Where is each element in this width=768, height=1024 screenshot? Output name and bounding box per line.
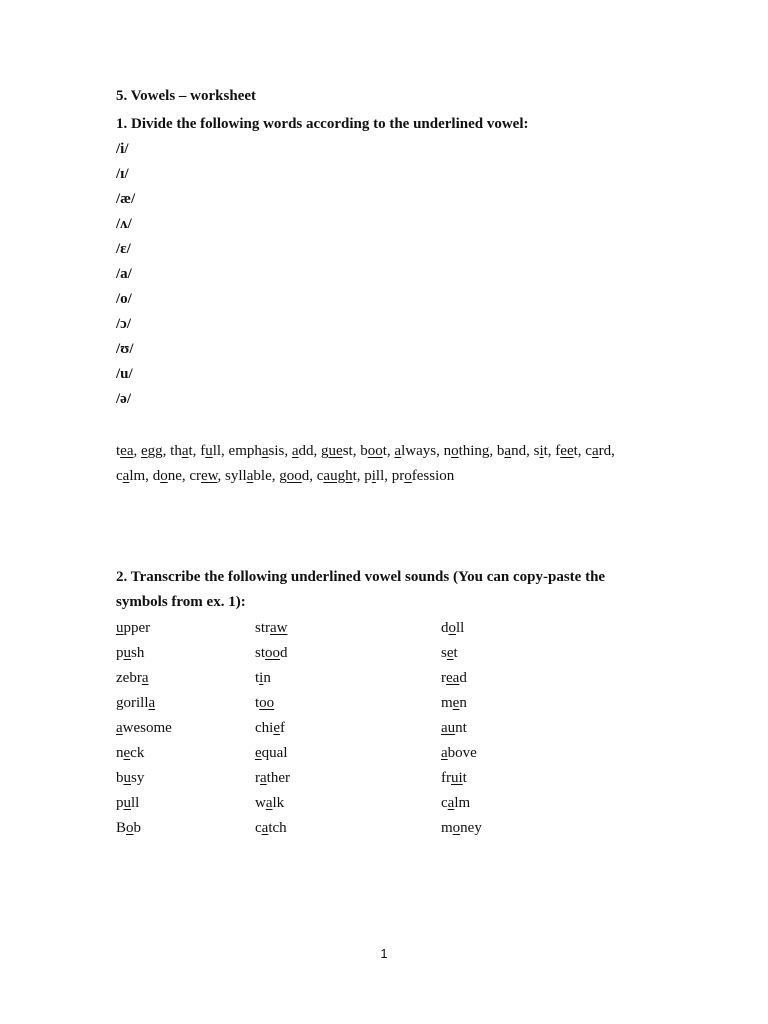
table-word: push: [116, 645, 145, 661]
symbol-item: /a/: [116, 266, 132, 282]
table-cell: [116, 793, 139, 813]
table-cell: [255, 718, 285, 738]
underlined-vowel: a: [261, 820, 269, 836]
underlined-vowel: o: [452, 820, 461, 836]
table-cell: [441, 818, 482, 838]
word-item: good,: [279, 468, 317, 484]
symbol-item: /ɔ/: [116, 316, 131, 332]
word-item: feet,: [555, 443, 586, 459]
underlined-vowel: a: [181, 443, 189, 459]
table-cell: [441, 618, 464, 638]
table-cell: [441, 668, 467, 688]
underlined-vowel: ea: [446, 670, 460, 686]
table-word: men: [441, 695, 467, 711]
underlined-vowel: u: [205, 443, 213, 459]
underlined-vowel: au: [441, 720, 456, 736]
underlined-vowel: a: [591, 443, 599, 459]
table-cell: [441, 793, 470, 813]
underlined-vowel: a: [291, 443, 299, 459]
word-list-line: [116, 466, 454, 486]
table-word: walk: [255, 795, 285, 811]
table-cell: [255, 693, 274, 713]
table-cell: [116, 668, 148, 688]
table-cell: [255, 668, 271, 688]
underlined-vowel: a: [122, 468, 130, 484]
underlined-vowel: a: [447, 795, 455, 811]
underlined-vowel: o: [404, 468, 412, 484]
symbol-item: /ʌ/: [116, 216, 132, 232]
table-cell: [255, 743, 288, 763]
underlined-vowel: oo: [286, 468, 302, 484]
table-cell: [441, 768, 467, 788]
table-cell: [116, 693, 155, 713]
table-word: busy: [116, 770, 145, 786]
word-item: pill,: [364, 468, 392, 484]
underlined-vowel: u: [116, 620, 124, 636]
word-item: sit,: [533, 443, 556, 459]
word-item: profession: [391, 468, 455, 484]
symbol-item: /ə/: [116, 391, 131, 407]
underlined-vowel: augh: [323, 468, 353, 484]
word-item: tea,: [116, 443, 141, 459]
underlined-vowel: aw: [270, 620, 288, 636]
word-item: guest,: [321, 443, 361, 459]
word-item: that,: [170, 443, 201, 459]
word-item: boot,: [360, 443, 395, 459]
underlined-vowel: ui: [451, 770, 463, 786]
table-word: money: [441, 820, 482, 836]
page-number: 1: [380, 946, 388, 961]
symbol-item: /ɛ/: [116, 241, 131, 257]
table-word: stood: [255, 645, 288, 661]
underlined-vowel: ue: [328, 443, 343, 459]
underlined-vowel: oo: [265, 645, 281, 661]
symbol-item: /u/: [116, 366, 133, 382]
word-list-line: [116, 441, 615, 461]
underlined-vowel: ea: [120, 443, 134, 459]
word-item: emphasis,: [228, 443, 292, 459]
table-cell: [255, 618, 288, 638]
task2-heading-continued: symbols from ex. 1):: [116, 594, 246, 610]
symbol-item: /ɪ/: [116, 166, 129, 182]
table-cell: [441, 643, 458, 663]
table-word: zebra: [116, 670, 149, 686]
word-item: calm,: [116, 468, 153, 484]
underlined-vowel: ee: [560, 443, 574, 459]
table-word: set: [441, 645, 458, 661]
underlined-vowel: a: [504, 443, 512, 459]
underlined-vowel: a: [265, 795, 273, 811]
table-cell: [441, 693, 467, 713]
table-cell: [116, 618, 150, 638]
underlined-vowel: oo: [367, 443, 383, 459]
table-cell: [116, 818, 141, 838]
table-cell: [255, 643, 288, 663]
table-word: upper: [116, 620, 151, 636]
underlined-vowel: u: [123, 770, 131, 786]
table-word: aunt: [441, 720, 467, 736]
table-cell: [116, 743, 144, 763]
table-word: gorilla: [116, 695, 156, 711]
underlined-vowel: o: [448, 620, 456, 636]
table-word: calm: [441, 795, 471, 811]
word-item: caught,: [316, 468, 365, 484]
worksheet-title: 5. Vowels – worksheet: [116, 88, 257, 104]
underlined-vowel: e: [123, 745, 131, 761]
table-word: fruit: [441, 770, 467, 786]
word-item: done,: [152, 468, 190, 484]
word-item: band,: [496, 443, 534, 459]
table-word: above: [441, 745, 477, 761]
table-cell: [116, 768, 144, 788]
underlined-vowel: a: [394, 443, 402, 459]
table-cell: [116, 718, 172, 738]
underlined-vowel: ew: [201, 468, 218, 484]
word-item: egg,: [141, 443, 171, 459]
underlined-vowel: e: [141, 443, 148, 459]
symbol-item: /o/: [116, 291, 132, 307]
underlined-vowel: i: [539, 443, 544, 459]
table-cell: [441, 743, 477, 763]
underlined-vowel: a: [260, 770, 267, 786]
word-item: syllable,: [225, 468, 280, 484]
underlined-vowel: oo: [259, 695, 275, 711]
underlined-vowel: o: [160, 468, 168, 484]
underlined-vowel: a: [116, 720, 123, 736]
table-word: doll: [441, 620, 465, 636]
word-item: full,: [200, 443, 229, 459]
word-item: nothing,: [443, 443, 497, 459]
table-word: equal: [255, 745, 288, 761]
underlined-vowel: u: [123, 795, 131, 811]
underlined-vowel: a: [441, 745, 448, 761]
table-word: rather: [255, 770, 290, 786]
table-word: Bob: [116, 820, 142, 836]
underlined-vowel: e: [255, 745, 262, 761]
underlined-vowel: a: [261, 443, 269, 459]
table-cell: [255, 818, 287, 838]
underlined-vowel: a: [246, 468, 254, 484]
word-item: card,: [585, 443, 615, 459]
word-item: add,: [291, 443, 322, 459]
table-cell: [116, 643, 144, 663]
table-cell: [441, 718, 467, 738]
task2-heading: 2. Transcribe the following underlined vowel sounds (You can copy-paste the: [116, 569, 606, 585]
symbol-item: /i/: [116, 141, 129, 157]
underlined-vowel: e: [446, 645, 454, 661]
table-word: catch: [255, 820, 287, 836]
underlined-vowel: a: [141, 670, 149, 686]
task1-heading: 1. Divide the following words according to the underlined vowel:: [116, 116, 529, 132]
underlined-vowel: e: [273, 720, 280, 736]
table-word: read: [441, 670, 467, 686]
underlined-vowel: a: [148, 695, 156, 711]
underlined-vowel: i: [259, 670, 264, 686]
word-item: always,: [394, 443, 444, 459]
table-word: too: [255, 695, 275, 711]
table-cell: [255, 768, 290, 788]
underlined-vowel: i: [371, 468, 376, 484]
symbol-item: /æ/: [116, 191, 136, 207]
table-word: awesome: [116, 720, 172, 736]
table-cell: [255, 793, 284, 813]
underlined-vowel: u: [123, 645, 131, 661]
underlined-vowel: o: [126, 820, 134, 836]
underlined-vowel: e: [452, 695, 460, 711]
underlined-vowel: o: [451, 443, 459, 459]
symbol-item: /ʊ/: [116, 341, 134, 357]
table-word: pull: [116, 795, 140, 811]
table-word: tin: [255, 670, 271, 686]
table-word: chief: [255, 720, 285, 736]
table-word: straw: [255, 620, 288, 636]
table-word: neck: [116, 745, 145, 761]
word-item: crew,: [189, 468, 226, 484]
